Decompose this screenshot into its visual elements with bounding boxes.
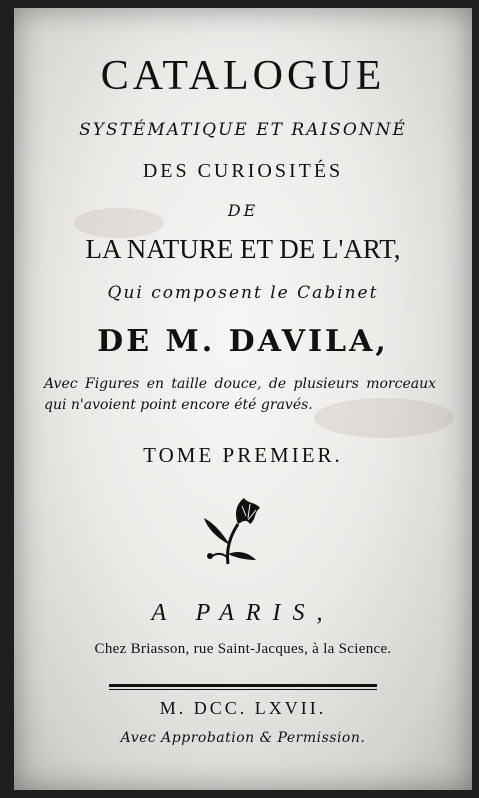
flower-vignette-icon — [198, 494, 268, 566]
publication-date: M. DCC. LXVII. — [159, 698, 327, 718]
volume-label: TOME PREMIER. — [143, 443, 343, 467]
publication-place: A PARIS, — [151, 600, 335, 626]
subtitle-line-3: DE — [227, 201, 259, 220]
double-rule-thick — [109, 684, 377, 687]
title-page — [14, 8, 472, 790]
publisher-line: Chez Briasson, rue Saint-Jacques, à la Science. — [94, 641, 392, 657]
subtitle-line-1: SYSTÉMATIQUE ET RAISONNÉ — [79, 120, 407, 140]
book-title: CATALOGUE — [100, 53, 386, 99]
subtitle-line-4: LA NATURE ET DE L'ART, — [85, 234, 401, 264]
subtitle-line-5: Qui composent le Cabinet — [107, 283, 379, 303]
subtitle-line-2: DES CURIOSITÉS — [142, 160, 344, 182]
owner-name: DE M. DAVILA, — [97, 324, 389, 359]
double-rule-thin — [109, 689, 377, 690]
description-paragraph: Avec Figures en taille douce, de plusieurs morceaux qui n'avoient point encore été gravés. — [44, 376, 436, 413]
approbation-line: Avec Approbation & Permission. — [120, 730, 366, 746]
